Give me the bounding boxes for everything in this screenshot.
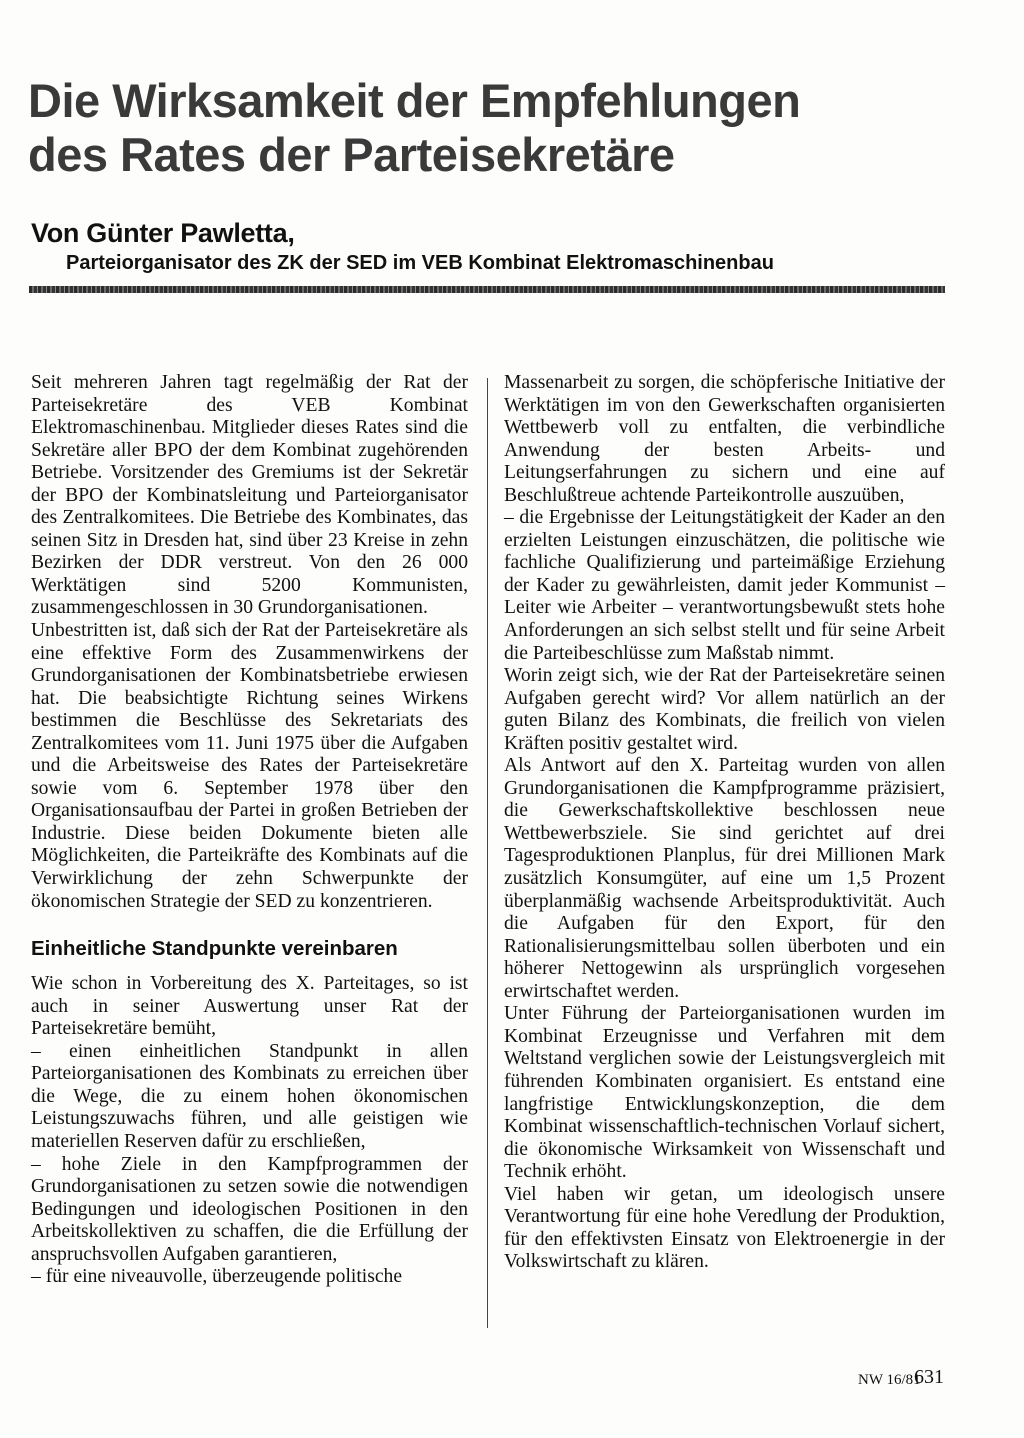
left-column <box>31 372 468 1289</box>
header-rule <box>29 286 945 293</box>
title-line-2: des Rates der Parteisekretäre <box>28 128 675 181</box>
section-subheading: Einheitliche Standpunkte vereinbaren <box>31 937 398 961</box>
list-item: – für eine niveauvolle, überzeugende politische <box>31 1266 403 1288</box>
paragraph: Viel haben wir getan, um ideologisch unsere Verantwortung für eine hohe Veredlung der Produktion, für den effektivsten Einsatz von Elektroenergie in der Volkswirtschaft zu klären. <box>504 1183 945 1273</box>
title-line-1: Die Wirksamkeit der Empfehlungen <box>28 74 801 127</box>
paragraph: Massenarbeit zu sorgen, die schöpferische Initiative der Werktätigen im von den Gewerkschaften organisierten Wettbewerb voll zu entfalten, die verbindliche Anwendung der besten Arbeits- und Leitungserfahrungen zu sichern und eine auf Beschlußtreue achtende Parteikontrolle auszuüben, <box>504 372 945 506</box>
list-item: – einen einheitlichen Standpunkt in allen Parteiorganisationen des Kombinats zu erreichen über die Wege, die zu einem hohen ökonomischen Leistungszuwachs führen, und alle geistigen wie materiellen Reserven dafür zu erschließen, <box>31 1040 468 1152</box>
list-item: – die Ergebnisse der Leitungstätigkeit der Kader an den erzielten Leistungen einzuschätzen, die politische wie fachliche Qualifizierung und parteimäßige Erziehung der Kader zu gewährleisten, damit jeder Kommunist – Leiter wie Arbeiter – verantwortungsbewußt stets hohe Anforderungen an sich selbst stellt und für seine Arbeit die Parteibeschlüsse zum Maßstab nimmt. <box>504 507 945 664</box>
right-column <box>504 372 945 1274</box>
paragraph: Unbestritten ist, daß sich der Rat der Parteisekretäre als eine effektive Form des Zusammenwirkens der Grundorganisationen der Kombinatsbetriebe erwiesen hat. Die beabsichtigte Richtung seines Wirkens bestimmen die Beschlüsse des Sekretariats des Zentralkomitees vom 11. Juni 1975 über die Aufgaben und die Arbeitsweise des Rates der Parteisekretäre sowie vom 6. September 1978 über den Organisationsaufbau der Partei in großen Betrieben der Industrie. Diese beiden Dokumente bieten alle Möglichkeiten, die Parteikräfte des Kombinats auf die Verwirklichung der zehn Schwerpunkte der ökonomischen Strategie der SED zu konzentrieren. <box>31 620 468 912</box>
article-title <box>28 74 968 182</box>
page-number: 631 <box>914 1366 944 1388</box>
column-divider <box>487 378 488 1328</box>
paragraph: Als Antwort auf den X. Parteitag wurden von allen Grundorganisationen die Kampfprogramme präzisiert, die Gewerkschaftskollektive beschlossen neue Wettbewerbsziele. Sie sind gerichtet auf drei Tagesproduktionen Planplus, für drei Millionen Mark zusätzlich Konsumgüter, auf eine um 1,5 Prozent überplanmäßig wachsende Arbeitsproduktivität. Auch die Aufgaben für den Export, für den Rationalisierungsmittelbau sollen überboten und ein höherer Nettogewinn als ursprünglich vorgesehen erwirtschaftet werden. <box>504 755 945 1002</box>
paragraph: Seit mehreren Jahren tagt regelmäßig der Rat der Parteisekretäre des VEB Kombinat Elektromaschinenbau. Mitglieder dieses Rates sind die Sekretäre aller BPO der dem Kombinat zugehörenden Betriebe. Vorsitzender des Gremiums ist der Sekretär der BPO der Kombinatsleitung und Parteiorganisator des Zentralkomitees. Die Betriebe des Kombinates, das seinen Sitz in Dresden hat, sind über 23 Kreise in zehn Bezirken der DDR verstreut. Von den 26 000 Werktätigen sind 5200 Kommunisten, zusammengeschlossen in 30 Grundorganisationen. <box>31 372 468 619</box>
paragraph: Unter Führung der Parteiorganisationen wurden im Kombinat Erzeugnisse und Verfahren mit dem Weltstand verglichen sowie der Leistungsvergleich mit führenden Kombinaten organisiert. Es entstand eine langfristige Entwicklungskonzeption, die dem Kombinat wissenschaftlich-technischen Vorlauf sichert, die ökonomische Wirksamkeit von Wissenschaft und Technik erhöht. <box>504 1003 945 1183</box>
author-role: Parteiorganisator des ZK der SED im VEB Kombinat Elektromaschinenbau <box>66 252 774 274</box>
paragraph: Wie schon in Vorbereitung des X. Parteitages, so ist auch in seiner Auswertung unser Rat der Parteisekretäre bemüht, <box>31 973 468 1040</box>
list-item: – hohe Ziele in den Kampfprogrammen der Grundorganisationen zu setzen sowie die notwendigen Bedingungen und ideologischen Positionen in den Arbeitskollektiven zu schaffen, die die Erfüllung der anspruchsvollen Aufgaben garantieren, <box>31 1153 468 1265</box>
paragraph: Worin zeigt sich, wie der Rat der Parteisekretäre seinen Aufgaben gerecht wird? Vor allem natürlich an der guten Bilanz des Kombinats, die freilich von vielen Kräften positiv gestaltet wird. <box>504 665 945 754</box>
issue-label: NW 16/81 <box>858 1372 921 1388</box>
author-name: Von Günter Pawletta, <box>31 218 295 248</box>
